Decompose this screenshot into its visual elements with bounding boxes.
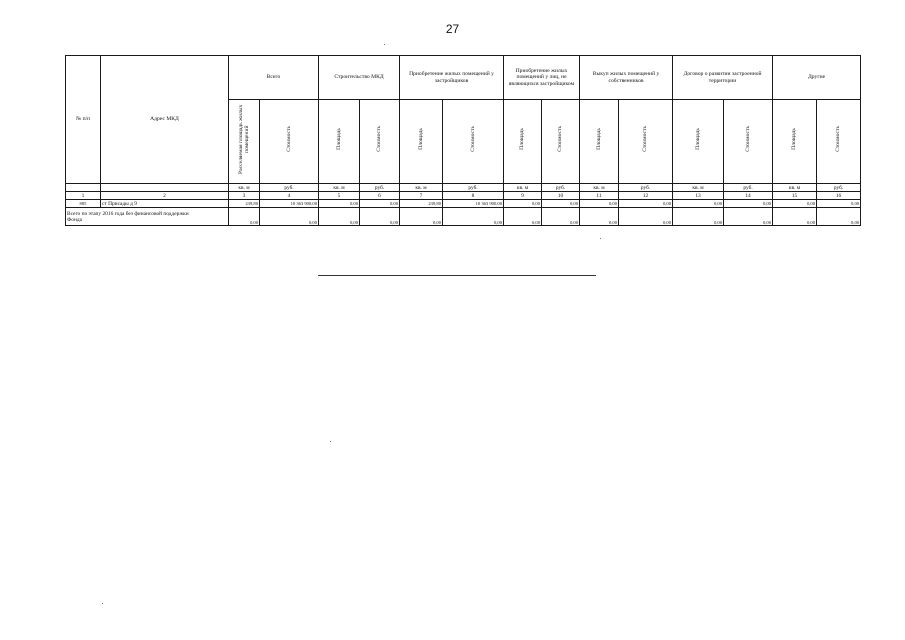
scan-speck — [102, 603, 103, 604]
unit-label: кв. м — [319, 184, 360, 192]
row-value: 0,00 — [673, 200, 724, 208]
row-value: 0,00 — [817, 200, 861, 208]
sub-header-cell — [542, 100, 580, 184]
group-header-construction: Строительство МКД — [319, 56, 400, 100]
units-cell-empty — [66, 184, 101, 192]
total-value: 0,00 — [673, 208, 724, 226]
unit-label: кв. м — [773, 184, 817, 192]
scan-speck — [384, 44, 385, 45]
row-value: 10 363 900,00 — [260, 200, 319, 208]
total-label-line1: Всего по этапу 2016 года без финансовой поддержки — [67, 210, 189, 217]
group-header-buyout-owners: Выкуп жилых помещений у собственников — [580, 56, 673, 100]
total-value: 0,00 — [580, 208, 619, 226]
column-number: 3 — [229, 192, 260, 200]
row-value: 239,80 — [229, 200, 260, 208]
sub-header-cell — [619, 100, 673, 184]
sub-header-cell — [443, 100, 504, 184]
sub-header-cell — [673, 100, 724, 184]
sub-header-area: Площадь — [694, 128, 701, 150]
sub-header-cell — [229, 100, 260, 184]
row-value: 0,00 — [619, 200, 673, 208]
column-number: 9 — [504, 192, 542, 200]
sub-header-area: Площадь — [417, 128, 424, 150]
sub-header-cell — [773, 100, 817, 184]
sub-header-cost: Стоимость — [469, 126, 476, 152]
sub-header-cell — [724, 100, 773, 184]
total-value: 0,00 — [443, 208, 504, 226]
column-number: 14 — [724, 192, 773, 200]
unit-label: кв. м — [580, 184, 619, 192]
column-number: 2 — [101, 192, 229, 200]
total-label-line2: Фонда — [67, 216, 82, 223]
sub-header-cell — [580, 100, 619, 184]
total-label-cell — [66, 208, 229, 226]
sub-header-cell — [400, 100, 443, 184]
unit-label: руб. — [360, 184, 400, 192]
unit-label: руб. — [724, 184, 773, 192]
sub-header-area: Площадь — [519, 128, 526, 150]
total-value: 0,00 — [724, 208, 773, 226]
resettlement-table — [65, 55, 861, 226]
sub-header-cost: Стоимость — [744, 126, 751, 152]
column-number: 4 — [260, 192, 319, 200]
page-number: 27 — [445, 22, 460, 36]
group-header-territory-development: Договор о развитии застроенной территории — [673, 56, 773, 100]
units-cell-empty — [101, 184, 229, 192]
column-number: 8 — [443, 192, 504, 200]
column-number: 11 — [580, 192, 619, 200]
column-header-no: № п/п — [66, 56, 101, 184]
total-value: 0,00 — [773, 208, 817, 226]
unit-label: кв. м — [229, 184, 260, 192]
table-row — [66, 200, 861, 208]
unit-label: руб. — [542, 184, 580, 192]
total-value: 0,00 — [400, 208, 443, 226]
sub-header-area: Площадь — [791, 128, 798, 150]
sub-header-cell — [260, 100, 319, 184]
row-value: 0,00 — [360, 200, 400, 208]
total-value: 0,00 — [360, 208, 400, 226]
total-value: 0,00 — [319, 208, 360, 226]
row-value: 0,00 — [724, 200, 773, 208]
column-number: 15 — [773, 192, 817, 200]
unit-label: руб. — [260, 184, 319, 192]
column-number: 6 — [360, 192, 400, 200]
unit-label: кв. м — [400, 184, 443, 192]
total-value: 0,00 — [504, 208, 542, 226]
separator-line — [318, 275, 596, 276]
column-header-address: Адрес МКД — [101, 56, 229, 184]
sub-header-area: Площадь — [335, 128, 342, 150]
column-number: 5 — [319, 192, 360, 200]
column-number: 16 — [817, 192, 861, 200]
total-value: 0,00 — [619, 208, 673, 226]
sub-header-area: Площадь — [595, 128, 602, 150]
group-header-purchase-developers: Приобретение жилых помещений у застройщиков — [400, 56, 504, 100]
sub-header-cell — [817, 100, 861, 184]
row-number: 885 — [66, 200, 101, 208]
scan-speck — [600, 238, 601, 239]
unit-label: руб. — [817, 184, 861, 192]
row-value: 10 363 900,00 — [443, 200, 504, 208]
column-number: 1 — [66, 192, 101, 200]
sub-header-cell — [504, 100, 542, 184]
total-value: 0,00 — [229, 208, 260, 226]
column-number: 13 — [673, 192, 724, 200]
column-number: 7 — [400, 192, 443, 200]
sub-header-cost: Стоимость — [642, 126, 649, 152]
column-number-row — [66, 192, 861, 200]
sub-header-cell — [319, 100, 360, 184]
sub-header-cost: Стоимость — [557, 126, 564, 152]
row-value: 0,00 — [542, 200, 580, 208]
unit-label: руб. — [443, 184, 504, 192]
column-number: 10 — [542, 192, 580, 200]
unit-label: кв. м — [673, 184, 724, 192]
total-value: 0,00 — [542, 208, 580, 226]
row-value: 239,80 — [400, 200, 443, 208]
group-header-total: Всего — [229, 56, 319, 100]
group-header-other: Другие — [773, 56, 861, 100]
sub-header-cost: Стоимость — [835, 126, 842, 152]
row-value: 0,00 — [319, 200, 360, 208]
sub-header-area-resettled: Расселяемая площадь жилых помещений — [237, 104, 250, 174]
scan-speck — [330, 441, 331, 442]
sub-header-cost: Стоимость — [285, 126, 292, 152]
column-number: 12 — [619, 192, 673, 200]
row-address: ст Присады д 9 — [101, 200, 229, 208]
total-value: 0,00 — [817, 208, 861, 226]
unit-label: руб. — [619, 184, 673, 192]
group-header-purchase-non-developers: Приобретение жилых помещений у лиц, не являющихся застройщиком — [504, 56, 580, 100]
total-value: 0,00 — [260, 208, 319, 226]
total-row — [66, 208, 861, 226]
unit-label: кв. м — [504, 184, 542, 192]
units-row — [66, 184, 861, 192]
row-value: 0,00 — [773, 200, 817, 208]
sub-header-cost: Стоимость — [376, 126, 383, 152]
row-value: 0,00 — [504, 200, 542, 208]
row-value: 0,00 — [580, 200, 619, 208]
group-header-row — [66, 56, 861, 100]
sub-header-cell — [360, 100, 400, 184]
